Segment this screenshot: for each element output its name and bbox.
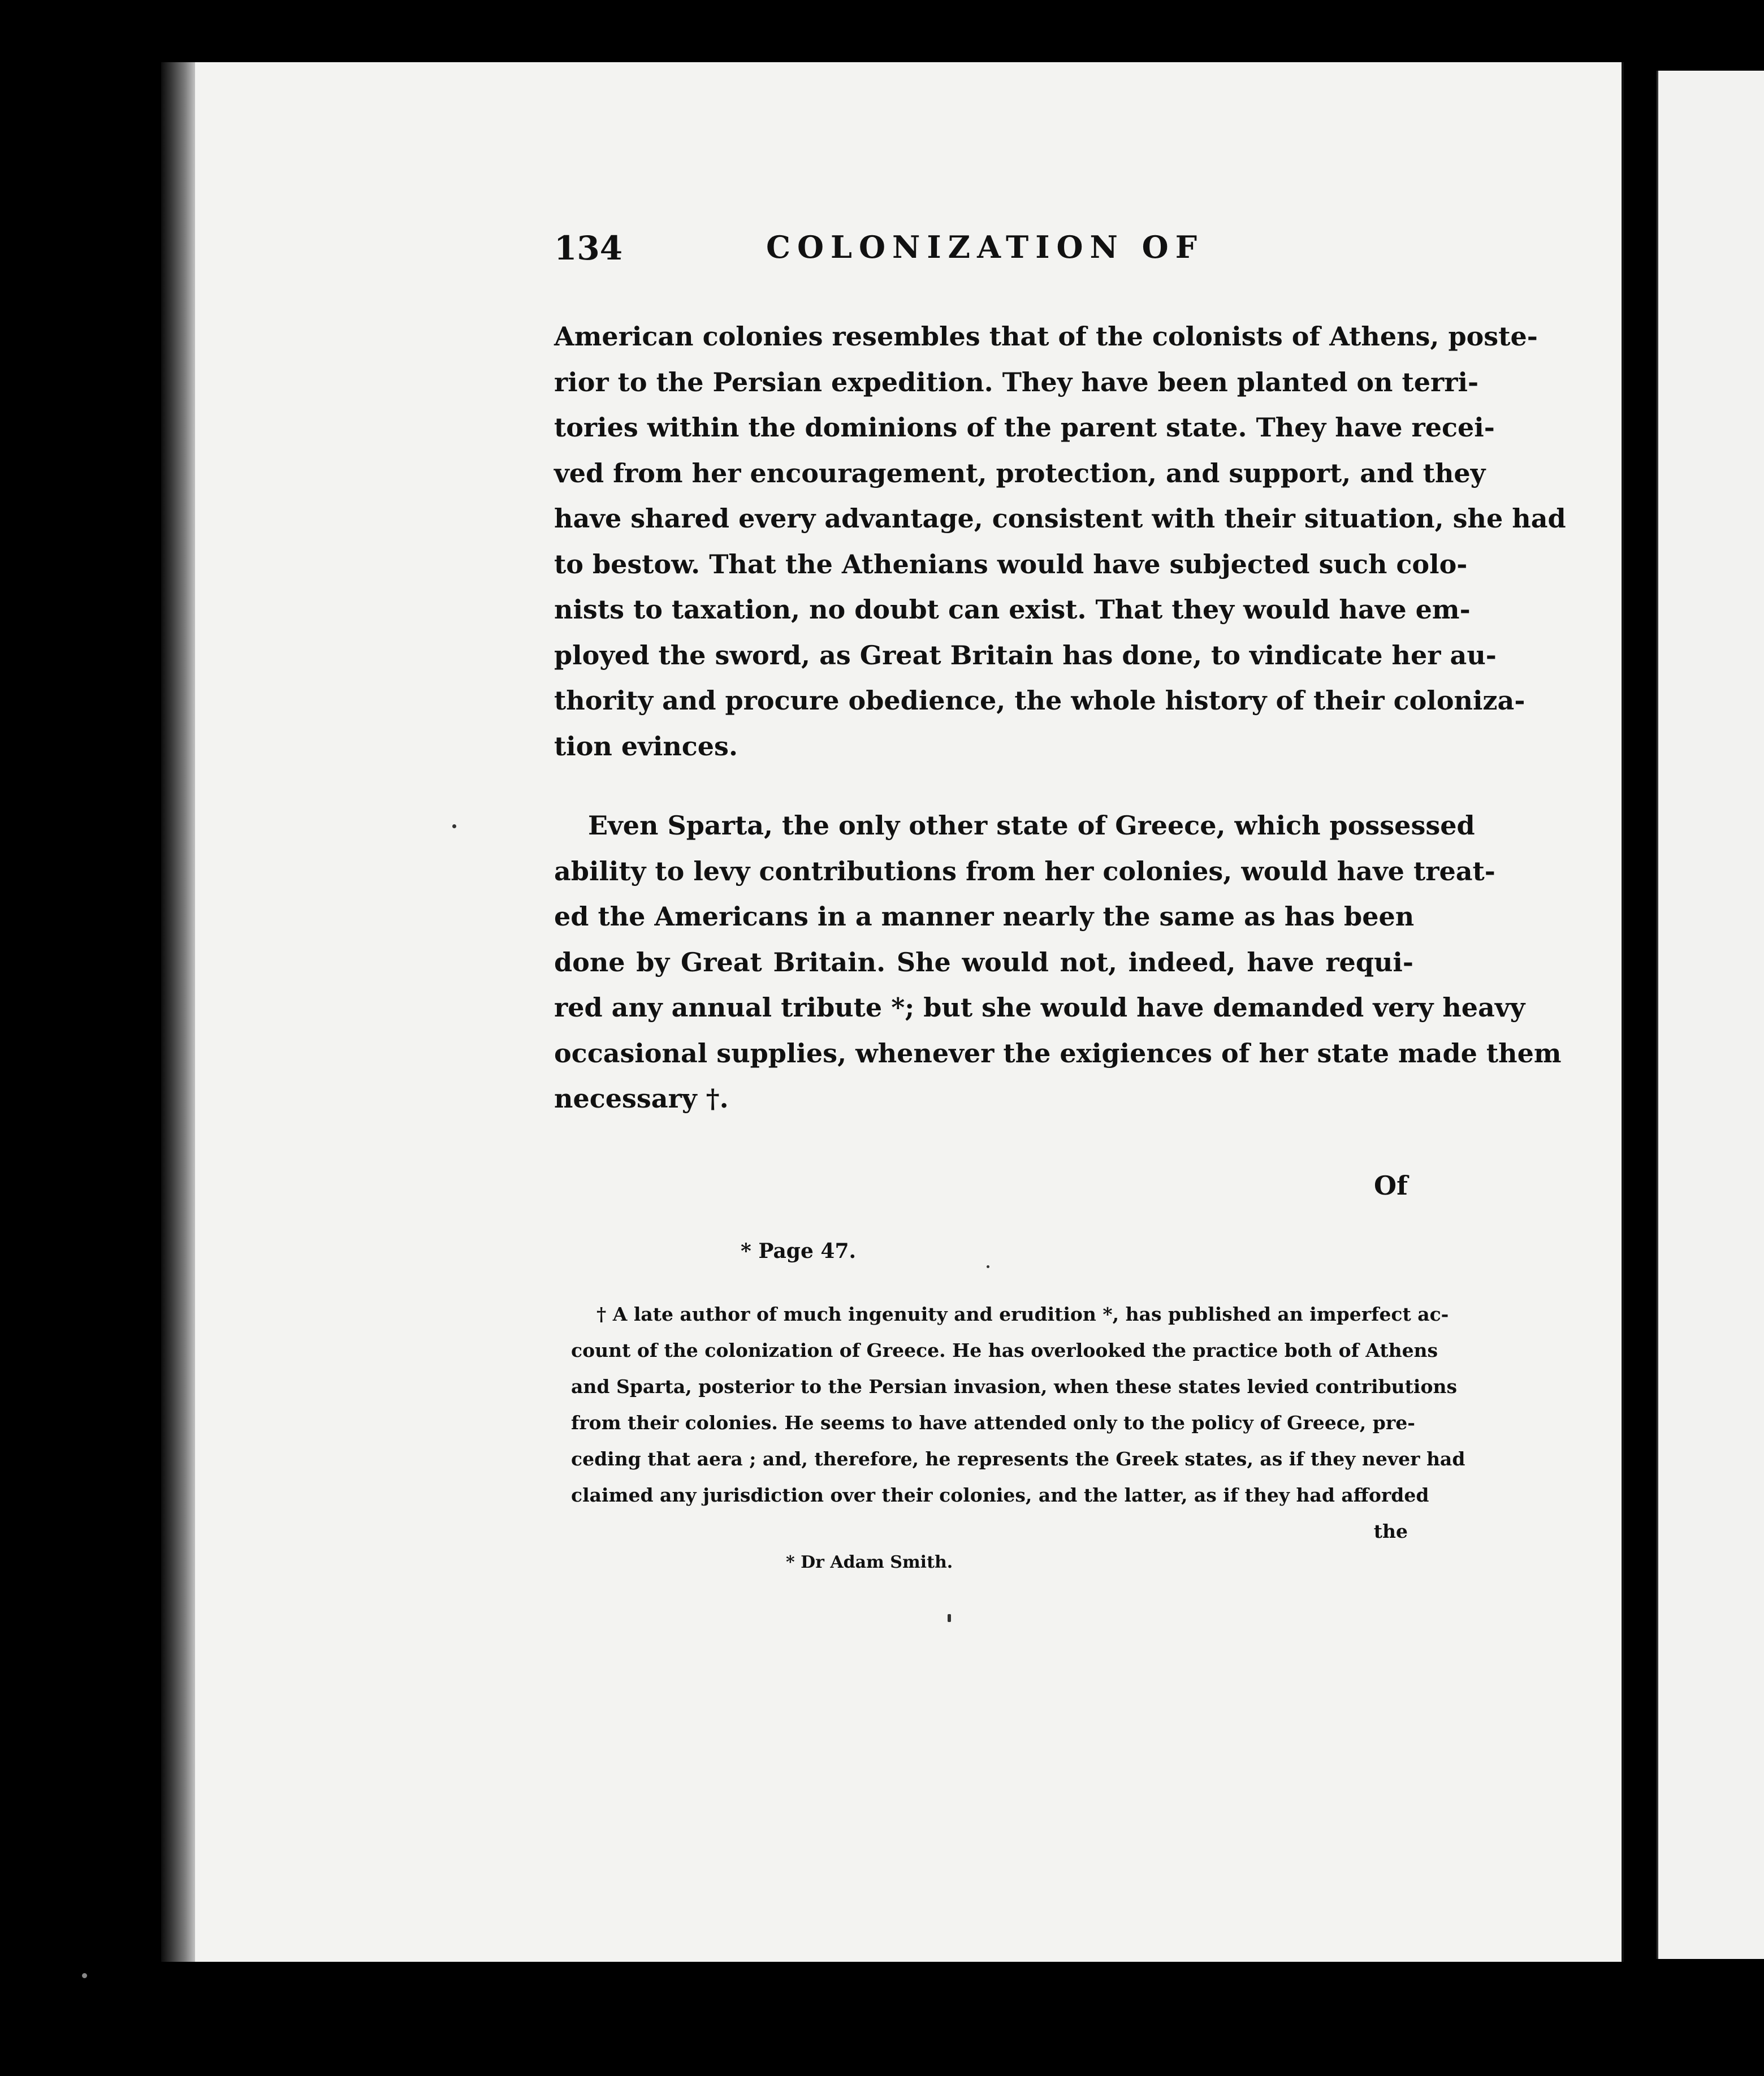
footnote-star: * Page 47. (741, 1239, 857, 1263)
footnote-dagger (571, 1296, 1465, 1550)
footnote-catchword: the (1373, 1520, 1408, 1542)
running-title: COLONIZATION OF (766, 229, 1204, 265)
ink-speck (948, 1614, 951, 1622)
text-line: red any annual tribute *; but she would have demanded very heavy (554, 992, 1525, 1023)
footnote-line: and Sparta, posterior to the Persian invasion, when these states levied contributions (571, 1376, 1458, 1398)
text-line: to bestow. That the Athenians would have subjected such colo- (554, 548, 1468, 579)
text-line: ability to levy contributions from her colonies, would have treat- (554, 855, 1495, 886)
footnote-line: ceding that aera ; and, therefore, he represents the Greek states, as if they never had (571, 1448, 1465, 1470)
ink-speck (452, 824, 456, 828)
text-line: Even Sparta, the only other state of Greece, which possessed (588, 810, 1475, 841)
footnote-line: count of the colonization of Greece. He has overlooked the practice both of Athens (571, 1339, 1438, 1361)
page-number: 134 (554, 229, 623, 267)
text-line: have shared every advantage, consistent with their situation, she had (554, 503, 1566, 534)
paragraph-1 (554, 314, 1566, 769)
paragraph-2 (554, 803, 1562, 1122)
catchword: Of (1374, 1170, 1408, 1201)
adjacent-page-edge (1657, 71, 1764, 1959)
text-line: tories within the dominions of the parent state. They have recei- (554, 412, 1495, 443)
text-line: necessary †. (554, 1083, 729, 1114)
page-edge-line (1622, 62, 1624, 1962)
text-line: thority and procure obedience, the whole history of their coloniza- (554, 685, 1525, 716)
text-line: ed the Americans in a manner nearly the same as has been (554, 901, 1415, 932)
text-line: American colonies resembles that of the colonists of Athens, poste- (554, 321, 1538, 352)
text-line: occasional supplies, whenever the exigiences of her state made them (554, 1037, 1562, 1069)
ink-speck (987, 1265, 989, 1268)
text-line: rior to the Persian expedition. They have been planted on terri- (554, 366, 1479, 397)
text-line: ployed the sword, as Great Britain has done, to vindicate her au- (554, 639, 1497, 671)
ink-speck (82, 1973, 87, 1978)
footnote-line: from their colonies. He seems to have attended only to the policy of Greece, pre- (571, 1412, 1415, 1434)
text-line: ved from her encouragement, protection, and support, and they (554, 457, 1486, 488)
footnote-line: claimed any jurisdiction over their colonies, and the latter, as if they had afforded (571, 1484, 1429, 1506)
text-line: done by Great Britain. She would not, indeed, have requi- (554, 946, 1413, 978)
footnote-line: † A late author of much ingenuity and erudition *, has published an imperfect ac- (596, 1303, 1449, 1325)
running-head (554, 229, 1233, 274)
text-line: nists to taxation, no doubt can exist. That they would have em- (554, 594, 1471, 625)
subnote: * Dr Adam Smith. (786, 1552, 953, 1572)
text-line: tion evinces. (554, 730, 738, 762)
